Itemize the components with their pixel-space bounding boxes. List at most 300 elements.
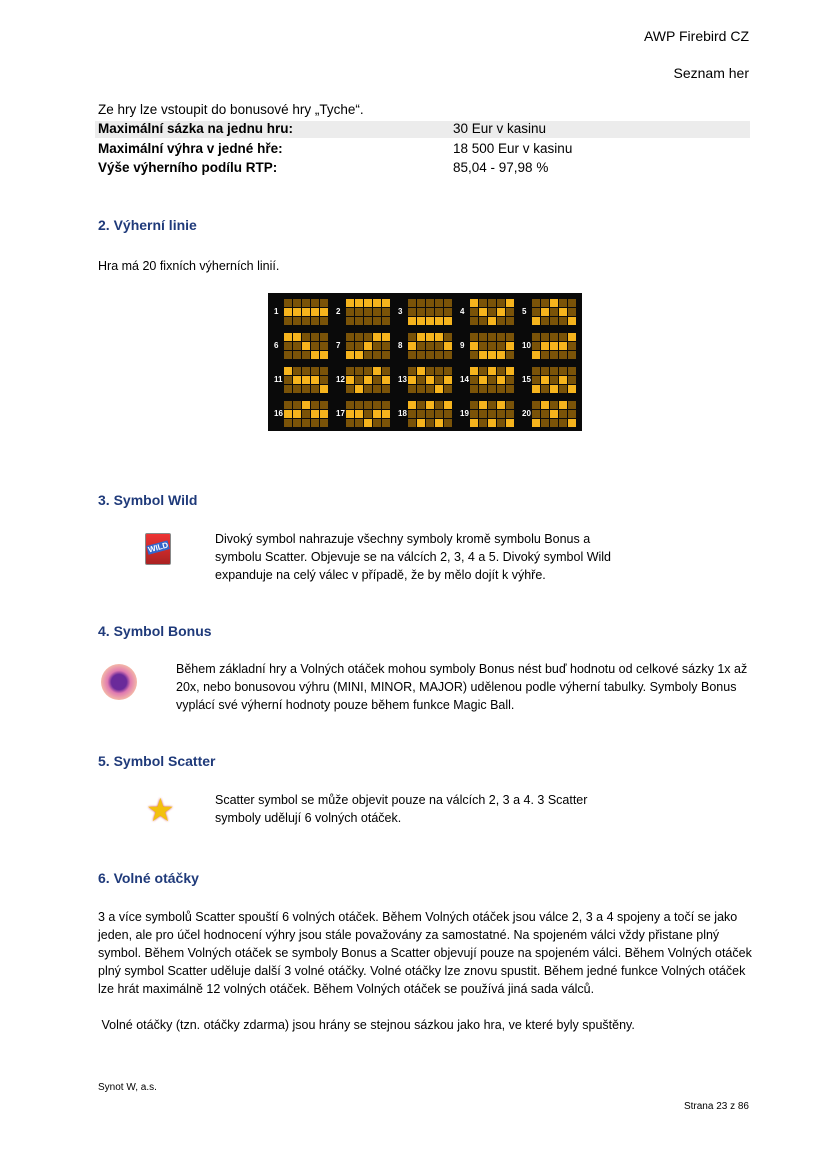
payline-cell bbox=[355, 317, 363, 325]
payline-cell bbox=[302, 410, 310, 418]
info-row bbox=[95, 121, 750, 138]
payline-cell-active bbox=[550, 299, 558, 307]
payline-cell-active bbox=[293, 333, 301, 341]
payline-cell-active bbox=[364, 376, 372, 384]
payline-cell bbox=[302, 419, 310, 427]
payline-cell-active bbox=[497, 308, 505, 316]
payline-diagram bbox=[272, 331, 334, 363]
payline-cell-active bbox=[568, 317, 576, 325]
payline-cell bbox=[408, 333, 416, 341]
payline-cell bbox=[479, 342, 487, 350]
header-title: AWP Firebird CZ bbox=[643, 28, 749, 44]
payline-cell-active bbox=[320, 410, 328, 418]
payline-cell-active bbox=[444, 342, 452, 350]
payline-cell-active bbox=[506, 342, 514, 350]
payline-cell-active bbox=[355, 410, 363, 418]
freespins-text-2: Volné otáčky (tzn. otáčky zdarma) jsou hrány se stejnou sázkou jako hra, ve které byly spuštěny. bbox=[98, 1018, 635, 1032]
payline-cell bbox=[559, 333, 567, 341]
payline-cell bbox=[355, 333, 363, 341]
payline-cell-active bbox=[444, 401, 452, 409]
payline-grid bbox=[532, 299, 576, 325]
payline-diagram bbox=[520, 297, 582, 329]
payline-cell-active bbox=[284, 333, 292, 341]
payline-cell bbox=[382, 351, 390, 359]
payline-cell bbox=[382, 308, 390, 316]
payline-cell bbox=[408, 385, 416, 393]
payline-cell-active bbox=[417, 419, 425, 427]
info-value: 30 Eur v kasinu bbox=[453, 121, 547, 136]
info-label: Maximální výhra v jedné hře: bbox=[98, 141, 283, 156]
payline-cell bbox=[479, 410, 487, 418]
payline-cell bbox=[408, 308, 416, 316]
payline-cell-active bbox=[541, 342, 549, 350]
info-row bbox=[95, 141, 750, 158]
payline-cell bbox=[488, 333, 496, 341]
payline-number: 2 bbox=[336, 307, 341, 316]
payline-grid bbox=[470, 299, 514, 325]
payline-cell-active bbox=[532, 385, 540, 393]
payline-grid bbox=[408, 367, 452, 393]
payline-cell bbox=[311, 333, 319, 341]
payline-number: 14 bbox=[460, 375, 469, 384]
payline-cell bbox=[541, 317, 549, 325]
payline-cell bbox=[497, 367, 505, 375]
payline-number: 17 bbox=[336, 409, 345, 418]
paylines-text: Hra má 20 fixních výherních linií. bbox=[98, 259, 280, 273]
payline-diagram bbox=[458, 399, 520, 431]
payline-cell-active bbox=[559, 401, 567, 409]
payline-cell bbox=[417, 351, 425, 359]
payline-cell bbox=[373, 308, 381, 316]
payline-cell bbox=[435, 351, 443, 359]
payline-cell bbox=[284, 385, 292, 393]
payline-cell-active bbox=[550, 385, 558, 393]
payline-cell-active bbox=[435, 419, 443, 427]
payline-cell bbox=[435, 308, 443, 316]
payline-diagram bbox=[396, 297, 458, 329]
payline-cell-active bbox=[506, 299, 514, 307]
payline-cell-active bbox=[479, 351, 487, 359]
payline-cell bbox=[364, 351, 372, 359]
payline-cell bbox=[408, 351, 416, 359]
payline-cell-active bbox=[293, 308, 301, 316]
payline-cell bbox=[302, 367, 310, 375]
payline-cell bbox=[284, 299, 292, 307]
payline-cell bbox=[373, 317, 381, 325]
payline-cell bbox=[320, 376, 328, 384]
payline-cell-active bbox=[435, 317, 443, 325]
payline-cell bbox=[470, 385, 478, 393]
payline-cell bbox=[444, 367, 452, 375]
payline-cell bbox=[302, 333, 310, 341]
payline-cell-active bbox=[541, 401, 549, 409]
payline-cell bbox=[550, 308, 558, 316]
payline-cell bbox=[550, 401, 558, 409]
payline-cell-active bbox=[470, 419, 478, 427]
payline-grid bbox=[346, 333, 390, 359]
payline-cell bbox=[426, 299, 434, 307]
payline-cell-active bbox=[417, 367, 425, 375]
payline-grid bbox=[470, 367, 514, 393]
payline-cell bbox=[559, 351, 567, 359]
payline-cell-active bbox=[302, 401, 310, 409]
payline-cell-active bbox=[346, 376, 354, 384]
wild-symbol-icon bbox=[145, 533, 171, 565]
bonus-text: Během základní hry a Volných otáček mohou symboly Bonus nést buď hodnotu od celkové sázky 1x až 20x, nebo bonusovou výhru (MINI, MINOR, MAJOR) udělenou podle výherní tabulky. Symboly Bonus vyplácí své výherní hodnoty pouze během funkce Magic Ball. bbox=[176, 662, 748, 712]
payline-cell-active bbox=[373, 299, 381, 307]
payline-cell bbox=[293, 342, 301, 350]
payline-diagram bbox=[272, 297, 334, 329]
payline-number: 1 bbox=[274, 307, 279, 316]
payline-cell bbox=[373, 401, 381, 409]
payline-cell bbox=[311, 401, 319, 409]
payline-cell bbox=[479, 317, 487, 325]
payline-cell bbox=[311, 419, 319, 427]
payline-diagram bbox=[458, 331, 520, 363]
payline-number: 15 bbox=[522, 375, 531, 384]
payline-cell bbox=[497, 419, 505, 427]
payline-cell bbox=[346, 385, 354, 393]
payline-cell bbox=[497, 317, 505, 325]
payline-cell-active bbox=[541, 308, 549, 316]
payline-cell bbox=[302, 299, 310, 307]
payline-diagram bbox=[396, 365, 458, 397]
payline-cell-active bbox=[532, 317, 540, 325]
payline-cell bbox=[488, 401, 496, 409]
payline-cell bbox=[488, 410, 496, 418]
payline-number: 8 bbox=[398, 341, 403, 350]
section-heading-paylines: 2. Výherní linie bbox=[98, 217, 197, 233]
payline-diagram bbox=[396, 331, 458, 363]
payline-cell bbox=[568, 410, 576, 418]
payline-cell bbox=[479, 299, 487, 307]
payline-cell-active bbox=[364, 419, 372, 427]
payline-cell bbox=[293, 401, 301, 409]
payline-cell bbox=[382, 419, 390, 427]
payline-cell bbox=[506, 376, 514, 384]
payline-cell bbox=[470, 333, 478, 341]
payline-cell bbox=[435, 410, 443, 418]
payline-cell bbox=[550, 367, 558, 375]
payline-cell-active bbox=[559, 342, 567, 350]
payline-grid bbox=[532, 367, 576, 393]
payline-cell bbox=[408, 367, 416, 375]
payline-diagram bbox=[334, 297, 396, 329]
payline-grid bbox=[284, 333, 328, 359]
payline-number: 4 bbox=[460, 307, 465, 316]
payline-grid bbox=[408, 401, 452, 427]
payline-cell bbox=[408, 299, 416, 307]
payline-cell bbox=[479, 419, 487, 427]
payline-number: 18 bbox=[398, 409, 407, 418]
payline-cell bbox=[346, 367, 354, 375]
payline-cell-active bbox=[373, 367, 381, 375]
payline-cell bbox=[284, 342, 292, 350]
payline-cell bbox=[435, 299, 443, 307]
info-value: 85,04 - 97,98 % bbox=[453, 160, 549, 175]
payline-cell-active bbox=[488, 419, 496, 427]
payline-number: 5 bbox=[522, 307, 527, 316]
payline-number: 19 bbox=[460, 409, 469, 418]
payline-number: 16 bbox=[274, 409, 283, 418]
payline-cell bbox=[382, 367, 390, 375]
payline-cell-active bbox=[408, 342, 416, 350]
payline-cell bbox=[302, 317, 310, 325]
payline-grid bbox=[346, 367, 390, 393]
payline-grid bbox=[470, 333, 514, 359]
payline-diagram bbox=[396, 399, 458, 431]
payline-cell bbox=[302, 385, 310, 393]
payline-cell bbox=[470, 308, 478, 316]
payline-cell bbox=[364, 385, 372, 393]
payline-cell bbox=[355, 376, 363, 384]
payline-cell bbox=[426, 308, 434, 316]
payline-cell bbox=[568, 299, 576, 307]
payline-number: 12 bbox=[336, 375, 345, 384]
payline-cell bbox=[568, 308, 576, 316]
payline-cell bbox=[435, 376, 443, 384]
payline-cell bbox=[373, 351, 381, 359]
payline-cell bbox=[435, 367, 443, 375]
payline-cell bbox=[488, 385, 496, 393]
payline-diagram bbox=[520, 365, 582, 397]
payline-cell bbox=[320, 367, 328, 375]
payline-cell bbox=[293, 299, 301, 307]
payline-cell-active bbox=[497, 401, 505, 409]
paylines-image bbox=[268, 293, 582, 431]
payline-cell bbox=[506, 317, 514, 325]
payline-cell bbox=[444, 333, 452, 341]
payline-cell bbox=[311, 342, 319, 350]
payline-cell bbox=[444, 299, 452, 307]
payline-cell bbox=[568, 376, 576, 384]
payline-cell bbox=[346, 419, 354, 427]
payline-cell-active bbox=[426, 376, 434, 384]
payline-cell bbox=[311, 367, 319, 375]
payline-cell bbox=[506, 401, 514, 409]
payline-cell bbox=[488, 299, 496, 307]
payline-cell bbox=[470, 376, 478, 384]
payline-cell bbox=[541, 367, 549, 375]
payline-cell bbox=[550, 376, 558, 384]
payline-cell bbox=[568, 351, 576, 359]
payline-cell bbox=[541, 351, 549, 359]
payline-cell bbox=[373, 419, 381, 427]
payline-cell-active bbox=[541, 376, 549, 384]
payline-grid bbox=[532, 333, 576, 359]
payline-cell bbox=[311, 317, 319, 325]
payline-cell bbox=[506, 410, 514, 418]
payline-cell bbox=[373, 342, 381, 350]
payline-cell bbox=[532, 367, 540, 375]
payline-cell bbox=[382, 342, 390, 350]
payline-diagram bbox=[272, 399, 334, 431]
payline-cell bbox=[373, 376, 381, 384]
payline-cell bbox=[550, 317, 558, 325]
scatter-star-icon: ★ bbox=[146, 792, 175, 828]
payline-diagram bbox=[458, 297, 520, 329]
payline-cell-active bbox=[488, 317, 496, 325]
payline-cell bbox=[417, 401, 425, 409]
payline-cell bbox=[541, 419, 549, 427]
payline-cell bbox=[364, 401, 372, 409]
payline-cell bbox=[426, 367, 434, 375]
payline-cell bbox=[284, 317, 292, 325]
payline-cell bbox=[497, 333, 505, 341]
payline-cell bbox=[320, 333, 328, 341]
payline-cell bbox=[293, 351, 301, 359]
header-subtitle: Seznam her bbox=[673, 65, 749, 81]
payline-cell-active bbox=[355, 299, 363, 307]
payline-cell-active bbox=[444, 317, 452, 325]
payline-grid bbox=[532, 401, 576, 427]
freespins-text: 3 a více symbolů Scatter spouští 6 volných otáček. Během Volných otáček jsou válce 2, 3 a 4 spojeny a točí se jako jeden, ale pro účel hodnocení výhry jsou stále považovány za samostatné. Na spojeném válci vždy přistane plný symbol. Během Volných otáček se symboly Bonus a Scatter objevují pouze na spojeném válci. Během Volných otáček plný symbol Scatter uděluje další 3 volné otáčky. Volné otáčky lze znovu spustit. Během jedné funkce Volných otáček lze hrát maximálně 12 volných otáček. Během Volných otáček se používá jiná sada válců. bbox=[98, 910, 752, 996]
payline-cell bbox=[382, 401, 390, 409]
payline-cell bbox=[506, 333, 514, 341]
payline-number: 3 bbox=[398, 307, 403, 316]
payline-cell bbox=[550, 351, 558, 359]
payline-diagram bbox=[520, 331, 582, 363]
payline-cell-active bbox=[346, 299, 354, 307]
payline-cell bbox=[541, 385, 549, 393]
payline-cell-active bbox=[373, 333, 381, 341]
payline-cell bbox=[479, 367, 487, 375]
payline-cell-active bbox=[568, 385, 576, 393]
payline-cell bbox=[320, 317, 328, 325]
info-value: 18 500 Eur v kasinu bbox=[453, 141, 573, 156]
section-heading-scatter: 5. Symbol Scatter bbox=[98, 753, 216, 769]
payline-cell bbox=[364, 317, 372, 325]
payline-cell bbox=[320, 299, 328, 307]
payline-grid bbox=[346, 401, 390, 427]
payline-cell-active bbox=[426, 333, 434, 341]
payline-cell-active bbox=[408, 317, 416, 325]
payline-cell-active bbox=[497, 351, 505, 359]
payline-number: 10 bbox=[522, 341, 531, 350]
payline-cell bbox=[532, 401, 540, 409]
payline-number: 13 bbox=[398, 375, 407, 384]
payline-cell bbox=[470, 317, 478, 325]
payline-cell-active bbox=[568, 333, 576, 341]
payline-cell bbox=[417, 299, 425, 307]
payline-cell bbox=[568, 342, 576, 350]
payline-cell bbox=[506, 351, 514, 359]
payline-cell bbox=[346, 401, 354, 409]
payline-cell bbox=[284, 419, 292, 427]
payline-cell bbox=[532, 333, 540, 341]
payline-cell-active bbox=[497, 376, 505, 384]
payline-cell-active bbox=[532, 419, 540, 427]
payline-cell bbox=[568, 401, 576, 409]
payline-diagram bbox=[272, 365, 334, 397]
payline-cell-active bbox=[435, 333, 443, 341]
payline-cell-active bbox=[479, 376, 487, 384]
footer-company: Synot W, a.s. bbox=[98, 1082, 157, 1093]
payline-cell bbox=[364, 308, 372, 316]
payline-cell bbox=[417, 342, 425, 350]
payline-cell bbox=[364, 367, 372, 375]
payline-cell-active bbox=[346, 410, 354, 418]
payline-number: 20 bbox=[522, 409, 531, 418]
payline-cell bbox=[444, 410, 452, 418]
payline-cell-active bbox=[550, 410, 558, 418]
payline-grid bbox=[284, 367, 328, 393]
payline-cell-active bbox=[364, 342, 372, 350]
payline-cell bbox=[479, 333, 487, 341]
payline-cell-active bbox=[355, 385, 363, 393]
payline-cell bbox=[541, 299, 549, 307]
payline-cell bbox=[408, 410, 416, 418]
payline-cell-active bbox=[470, 367, 478, 375]
payline-cell-active bbox=[302, 376, 310, 384]
payline-cell bbox=[284, 401, 292, 409]
payline-number: 6 bbox=[274, 341, 279, 350]
payline-cell-active bbox=[408, 401, 416, 409]
payline-cell bbox=[532, 299, 540, 307]
payline-cell bbox=[444, 385, 452, 393]
payline-cell bbox=[408, 419, 416, 427]
payline-cell-active bbox=[284, 308, 292, 316]
payline-cell-active bbox=[355, 351, 363, 359]
payline-cell bbox=[488, 342, 496, 350]
payline-cell bbox=[346, 317, 354, 325]
payline-cell-active bbox=[559, 308, 567, 316]
payline-cell bbox=[364, 410, 372, 418]
payline-cell bbox=[559, 419, 567, 427]
info-row bbox=[95, 160, 750, 177]
payline-cell-active bbox=[382, 410, 390, 418]
payline-number: 11 bbox=[274, 375, 283, 384]
payline-cell-active bbox=[382, 376, 390, 384]
payline-cell-active bbox=[506, 367, 514, 375]
payline-diagram bbox=[334, 399, 396, 431]
payline-cell bbox=[311, 385, 319, 393]
payline-cell bbox=[470, 351, 478, 359]
payline-cell bbox=[470, 410, 478, 418]
section-heading-freespins: 6. Volné otáčky bbox=[98, 870, 199, 886]
payline-cell-active bbox=[559, 376, 567, 384]
payline-diagram bbox=[334, 365, 396, 397]
payline-cell-active bbox=[488, 367, 496, 375]
payline-cell bbox=[532, 342, 540, 350]
payline-cell-active bbox=[550, 342, 558, 350]
payline-cell bbox=[417, 385, 425, 393]
payline-cell-active bbox=[417, 317, 425, 325]
payline-cell bbox=[355, 342, 363, 350]
payline-cell-active bbox=[435, 385, 443, 393]
payline-cell-active bbox=[532, 351, 540, 359]
payline-grid bbox=[346, 299, 390, 325]
payline-cell bbox=[373, 385, 381, 393]
payline-cell bbox=[559, 410, 567, 418]
payline-cell bbox=[426, 385, 434, 393]
scatter-text: Scatter symbol se může objevit pouze na válcích 2, 3 a 4. 3 Scatter symboly udělují 6 volných otáček. bbox=[215, 793, 588, 825]
payline-number: 7 bbox=[336, 341, 341, 350]
payline-cell bbox=[355, 401, 363, 409]
payline-cell bbox=[417, 376, 425, 384]
payline-cell bbox=[470, 401, 478, 409]
payline-cell-active bbox=[293, 376, 301, 384]
payline-cell bbox=[284, 351, 292, 359]
payline-cell-active bbox=[470, 299, 478, 307]
payline-cell bbox=[293, 419, 301, 427]
bonus-ball-icon bbox=[101, 664, 137, 700]
payline-cell-active bbox=[284, 367, 292, 375]
payline-cell bbox=[311, 299, 319, 307]
payline-cell bbox=[550, 333, 558, 341]
payline-cell-active bbox=[284, 410, 292, 418]
payline-number: 9 bbox=[460, 341, 465, 350]
